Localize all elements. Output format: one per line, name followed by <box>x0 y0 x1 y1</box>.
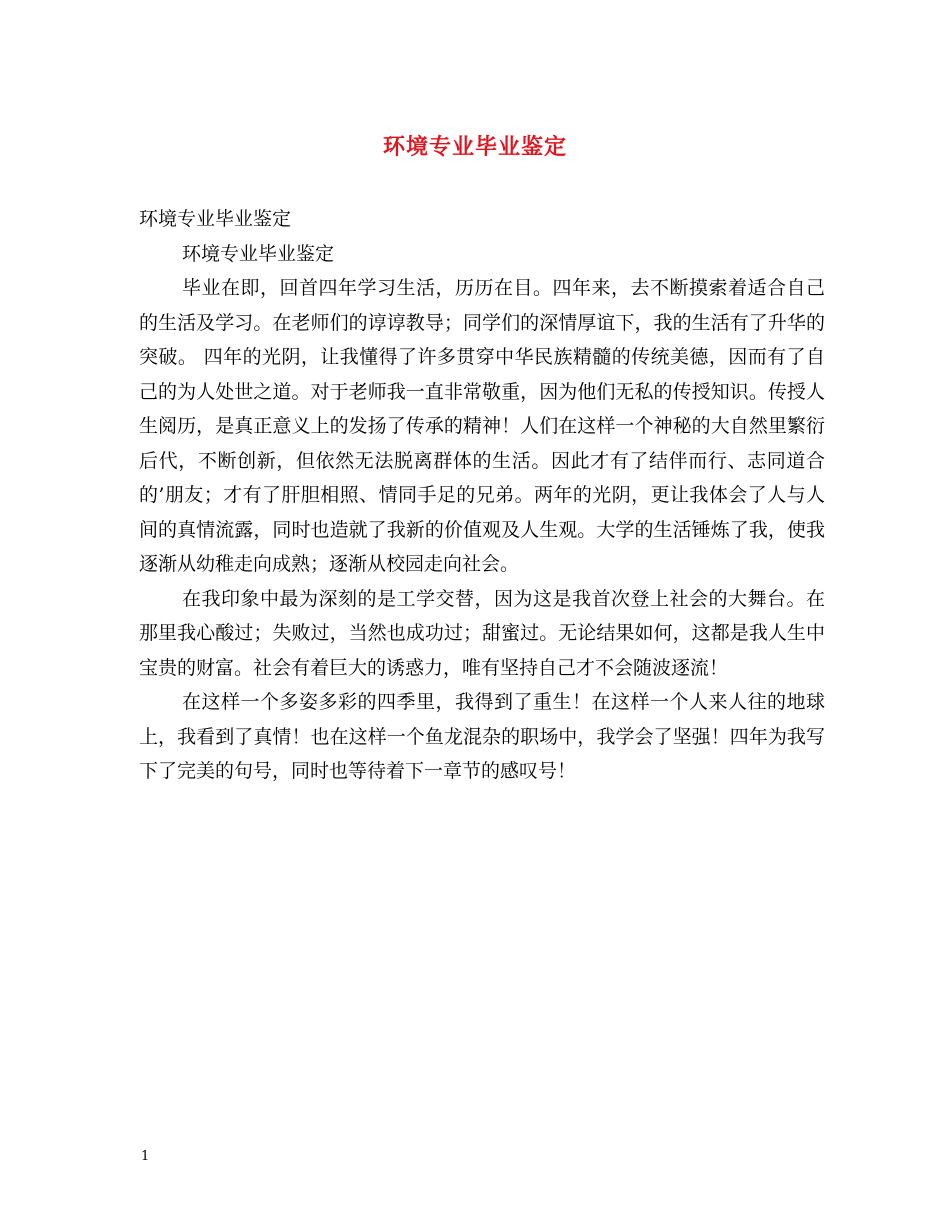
paragraph-3: 在这样一个多姿多彩的四季里，我得到了重生！在这样一个人来人往的地球上，我看到了真情！也在这样一个鱼龙混杂的职场中，我学会了坚强！四年为我写下了完美的句号，同时也等待着下一章节的感叹号！ <box>139 691 825 782</box>
subheading-line: 环境专业毕业鉴定 <box>182 242 335 265</box>
heading-line: 环境专业毕业鉴定 <box>139 208 292 230</box>
paragraph-1: 毕业在即，回首四年学习生活，历历在目。四年来，去不断摸索着适合自己的生活及学习。在老师们的谆谆教导；同学们的深情厚谊下，我的生活有了升华的突破。 四年的光阴，让我懂得了许多贯穿中华民族精髓的传统美德，因而有了自己的为人处世之道。对于老师我一直非常敬重，因为他们无私的传授知识。传授人生阅历，是真正意义上的发扬了传承的精神！人们在这样一个神秘的大自然里繁衍后代，不断创新，但依然无法脱离群体的生活。因此才有了结伴而行、志同道合的’朋友；才有了肝胆相照、情同手足的兄弟。两年的光阴，更让我体会了人与人间的真情流露，同时也造就了我新的价值观及人生观。大学的生活锤炼了我，使我逐渐从幼稚走向成熟；逐渐从校园走向社会。 <box>139 277 825 575</box>
document-title: 环境专业毕业鉴定 <box>382 134 567 160</box>
page-number: 1 <box>141 1149 150 1164</box>
paragraph-2: 在我印象中最为深刻的是工学交替，因为这是我首次登上社会的大舞台。在那里我心酸过；失败过，当然也成功过；甜蜜过。无论结果如何，这都是我人生中宝贵的财富。社会有着巨大的诱惑力，唯有坚持自己才不会随波逐流！ <box>139 587 825 679</box>
document-body <box>139 202 825 789</box>
